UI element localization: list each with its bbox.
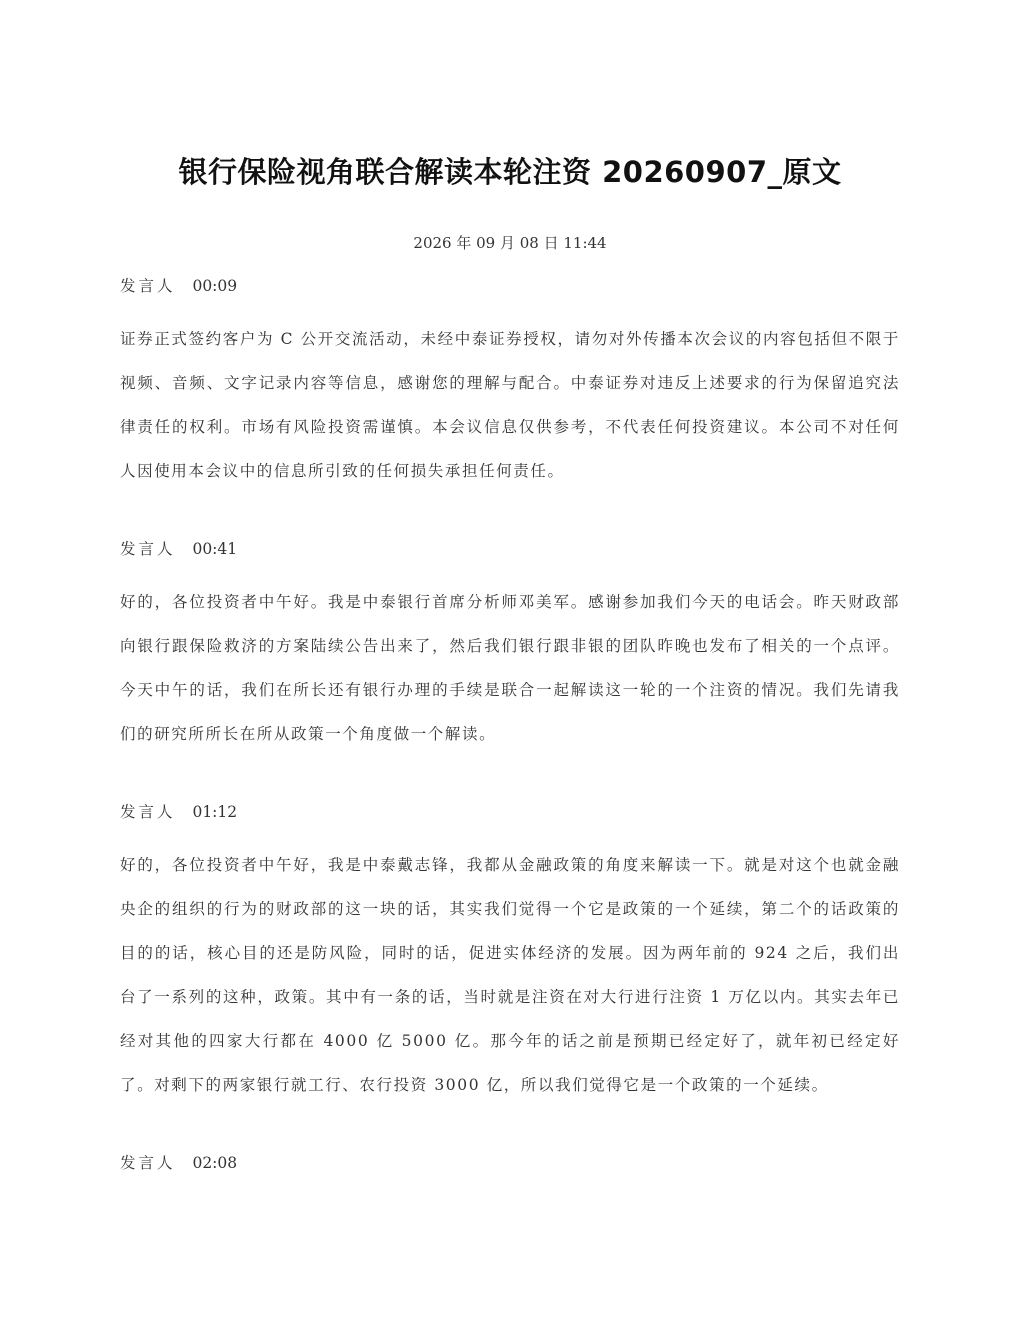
speaker-line xyxy=(120,801,900,823)
transcript-segment xyxy=(120,1152,900,1174)
speaker-line xyxy=(120,538,900,560)
document-timestamp: 2026 年 09 月 08 日 11:44 xyxy=(413,234,607,252)
speaker-label: 发言人 xyxy=(120,540,176,558)
speaker-label: 发言人 xyxy=(120,277,176,295)
segment-text: 证券正式签约客户为 C 公开交流活动，未经中泰证券授权，请勿对外传播本次会议的内容包括但不限于视频、音频、文字记录内容等信息，感谢您的理解与配合。中泰证券对违反上述要求的行为保留追究法律责任的权利。市场有风险投资需谨慎。本会议信息仅供参考，不代表任何投资建议。本公司不对任何人因使用本会议中的信息所引致的任何损失承担任何责任。 xyxy=(120,330,900,480)
speaker-timestamp: 00:09 xyxy=(192,277,238,295)
document-title: 银行保险视角联合解读本轮注资 20260907_原文 xyxy=(178,155,842,189)
transcript-segment xyxy=(120,538,900,756)
speaker-timestamp: 00:41 xyxy=(192,540,238,558)
transcript-segment xyxy=(120,801,900,1107)
speaker-label: 发言人 xyxy=(120,1154,176,1172)
speaker-line xyxy=(120,275,900,297)
speaker-label: 发言人 xyxy=(120,803,176,821)
speaker-line xyxy=(120,1152,900,1174)
segment-text: 好的，各位投资者中午好。我是中泰银行首席分析师邓美军。感谢参加我们今天的电话会。昨天财政部向银行跟保险救济的方案陆续公告出来了，然后我们银行跟非银的团队昨晚也发布了相关的一个点评。今天中午的话，我们在所长还有银行办理的手续是联合一起解读这一轮的一个注资的情况。我们先请我们的研究所所长在所从政策一个角度做一个解读。 xyxy=(120,593,900,743)
segment-text: 好的，各位投资者中午好，我是中泰戴志锋，我都从金融政策的角度来解读一下。就是对这个也就金融央企的组织的行为的财政部的这一块的话，其实我们觉得一个它是政策的一个延续，第二个的话政策的目的的话，核心目的还是防风险，同时的话，促进实体经济的发展。因为两年前的 924 之后，我们出台了一系列的这种，政策。其中有一条的话，当时就是注资在对大行进行注资 1 万亿以内。其实去年已经对其他的四家大行都在 4000 亿 5000 亿。那今年的话之前是预期已经定好了，就年初已经定好了。对剩下的两家银行就工行、农行投资 3000 亿，所以我们觉得它是一个政策的一个延续。 xyxy=(120,856,900,1094)
speaker-timestamp: 02:08 xyxy=(192,1154,238,1172)
transcript-segment xyxy=(120,275,900,493)
speaker-timestamp: 01:12 xyxy=(192,803,238,821)
